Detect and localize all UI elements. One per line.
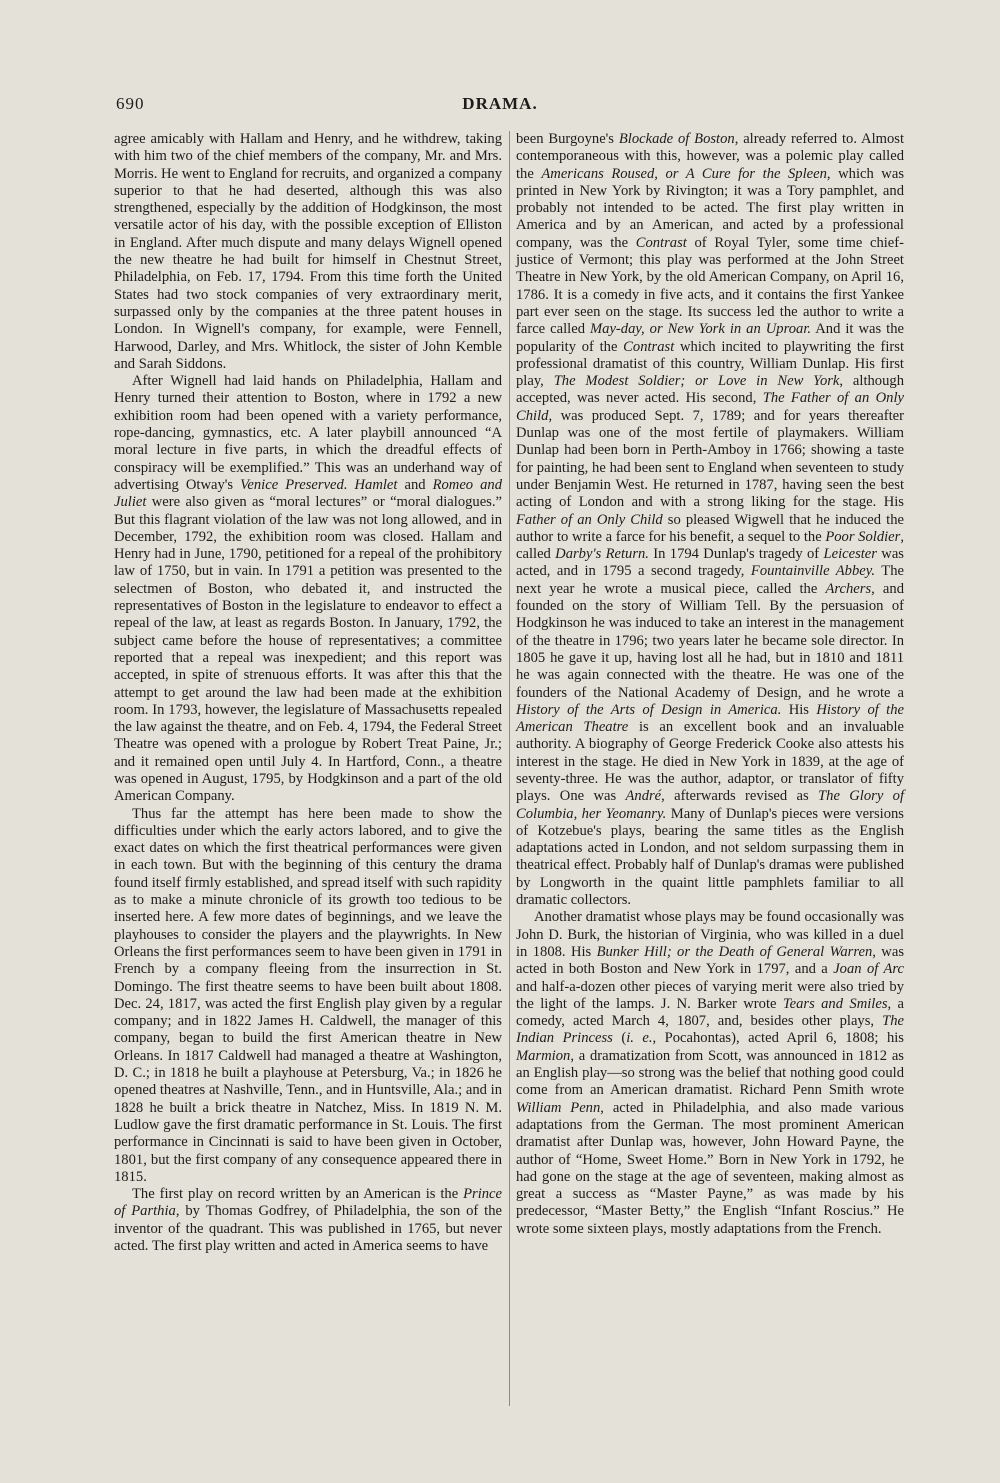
italic-title: History of the American Theatre — [516, 701, 905, 736]
text-run: so pleased Wigwell that he induced the author to write a farce for his benefit, a sequel to the — [516, 511, 904, 545]
text-run: His — [781, 701, 817, 718]
text-run: of Royal Tyler, some time chief-justice of Vermont; this play was performed at the John Street Theatre in New York, by the old American Company, on April 16, 1786. It is a comedy in five acts, and it contains the first Yankee part ever seen on the stage. Its success led the author to write a farce called — [516, 234, 905, 338]
text-run: Thus far the attempt has here been made to show the difficulties under which the early actors labored, and to give the exact dates on which the first theatrical performances were given in each town. But with the beginning of this century the drama found itself firmly established, and spread itself with such rapidity as to make a minute chronicle of its growth too tedious to be inserted here. A few more dates of beginnings, and we leave the playhouses to consider the players and the playwrights. In New Orleans the first performances seem to have been given in 1791 in French by a company fleeing from the insurrection in St. Domingo. The first theatre seems to have been built about 1808. Dec. 24, 1817, was acted the first English play given by a regular company; and in 1822 James H. Caldwell, the manager of this company, began to build the first American theatre in New Orleans. In 1817 Caldwell had managed a theatre at Washington, D. C.; in 1818 he built a playhouse at Petersburg, Va.; in 1826 he opened theatres at Nashville, Tenn., and in Huntsville, Ala.; and in 1828 he built a brick theatre in Natchez, Miss. In 1819 N. M. Ludlow gave the first dramatic performance in St. Louis. The first performance in Cincinnati is said to have been given in October, 1801, but the first company of any consequence appeared there in 1815. — [114, 805, 502, 1185]
paragraph — [114, 806, 502, 1187]
text-run: , acted in Philadelphia, and also made various adaptations from the German. The most prominent American dramatist after Dunlap was, however, John Howard Payne, the author of “Home, Sweet Home.” Born in New York in 1792, he had gone on the stage at the age of seventeen, making almost as great a success as “Master Payne,” as was made by his predecessor, “Master Betty,” the English “Infant Roscius.” He wrote some sixteen plays, mostly adaptations from the French. — [516, 1099, 904, 1237]
text-run: , which was printed in New York by Rivington; it was a Tory pamphlet, and probably not intended to be acted. The first play written in America and by an American, and acted by a professional company, was the — [516, 165, 904, 251]
italic-title: William Penn — [516, 1099, 601, 1116]
text-run: The first play on record written by an American is the — [132, 1186, 464, 1203]
text-run: which incited to playwriting the first professional dramatist of this country, William Dunlap. His first play, — [516, 338, 904, 390]
italic-title: Darby's Return. — [555, 546, 649, 563]
italic-title: Prince of Parthia — [114, 1186, 502, 1220]
italic-title: Venice Preserved. Hamlet — [240, 476, 398, 493]
italic-title: Archers — [825, 580, 872, 597]
italic-title: The Modest Soldier; or Love in New York — [553, 373, 840, 390]
paragraph — [114, 131, 502, 373]
text-run: After Wignell had laid hands on Philadelphia, Hallam and Henry turned their attention to Boston, where in 1792 a new exhibition room had been opened with a variety performance, rope-dancing, gymnastics, etc. A later playbill announced “A moral lecture in five parts, in which the dreadful effects of conspiracy will be exemplified.” This was an underhand way of advertising Otway's — [114, 373, 502, 493]
italic-title: André — [625, 788, 662, 805]
italic-title: Contrast — [623, 338, 675, 355]
left-column — [114, 131, 502, 1255]
text-run: Another dramatist whose plays may be found occasionally was John D. Burk, the historian of Virginia, who was killed in a duel in 1808. His — [516, 909, 904, 960]
italic-title: May-day, or New York in an Uproar. — [589, 321, 812, 338]
text-run: and — [397, 476, 433, 493]
text-run: , by Thomas Godfrey, of Philadelphia, the son of the inventor of the quadrant. This was published in 1765, but never acted. The first play written and acted in America seems to have — [114, 1203, 503, 1254]
italic-title: Bunker Hill; or the Death of General Warren — [596, 943, 873, 960]
text-run: , was produced Sept. 7, 1789; and for years thereafter Dunlap was one of the most fertile of playmakers. William Dunlap had been born in Perth-Amboy in 1766; showing a taste for painting, he had been sent to England when seventeen to study under Benjamin West. He returned in 1787, having seen the best acting of London and with a strong liking for the stage. His — [516, 407, 904, 511]
italic-title: The Glory of Columbia, her Yeomanry. — [516, 788, 904, 822]
italic-title: Contrast — [635, 234, 687, 251]
italic-title: Fountainville Abbey. — [750, 563, 876, 580]
text-run: Many of Dunlap's pieces were versions of Kotzebue's plays, bearing the same titles as the English adaptations acted in London, and not seldom surpassing them in theatrical effect. Probably half of Dunlap's dramas were published by Longworth in the quaint little pamphlets familiar to all dramatic collectors. — [516, 805, 904, 909]
text-run: been Burgoyne's — [516, 131, 619, 147]
text-run: were also given as “moral lectures” or “moral dialogues.” But this flagrant violation of the law was not long allowed, and in December, 1792, the exhibition room was closed. Hallam and Henry had in June, 1790, petitioned for a repeal of the prohibitory law of 1750, but in vain. In 1791 a petition was presented to the selectmen of Boston, who debated it, and instructed the representatives of Boston in the legislature to endeavor to effect a repeal of the law, at least as regards Boston. In January, 1792, the subject came before the house of representatives; a committee reported that a repeal was inexpedient; and this report was accepted, in spite of strenuous efforts. It was after this that the attempt to get around the law had been made at the exhibition room. In 1793, however, the legislature of Massachusetts repealed the law against the theatre, and on Feb. 4, 1794, the Federal Street Theatre was opened with a prologue by Robert Treat Paine, Jr.; and it remained open until July 4. In Hartford, Conn., a theatre was opened in August, 1795, by Hodgkinson and a part of the old American Company. — [114, 494, 502, 805]
text-run: is an excellent book and an invaluable authority. A biography of George Frederick Cooke also attests his interest in the stage. He died in New York in 1839, at the age of seventy-three. He was the author, adaptor, or translator of fifty plays. One was — [516, 719, 905, 805]
page-number: 690 — [116, 94, 145, 113]
right-column — [516, 131, 904, 1238]
italic-title: Tears and Smiles — [782, 995, 888, 1012]
text-run: , a dramatization from Scott, was announced in 1812 as an English play—so strong was the belief that nothing good could come from an American dramatist. Richard Penn Smith wrote — [516, 1047, 904, 1099]
italic-title: Marmion — [516, 1047, 571, 1064]
text-run: ( — [612, 1030, 627, 1047]
text-run: , and founded on the story of William Tell. By the persuasion of Hodgkinson he was induced to take an interest in the management of the theatre in 1796; two years later he became sole director. In 1805 he gave it up, having lost all he had, but in 1810 and 1811 he was again connected with the theatre. He was one of the founders of the National Academy of Design, and he wrote a — [516, 580, 904, 701]
italic-title: i. e. — [626, 1030, 653, 1047]
text-run: was acted, and in 1795 a second tragedy, — [516, 546, 904, 580]
paragraph — [114, 373, 502, 805]
text-run: , already referred to. Almost contemporaneous with this, however, was a polemic play called the — [516, 131, 905, 182]
italic-title: Romeo and Juliet — [114, 476, 502, 511]
text-run: , although accepted, was never acted. His second, — [516, 373, 904, 407]
italic-title: Poor Soldier — [825, 528, 901, 545]
text-run: , Pocahontas), acted April 6, 1808; his — [652, 1030, 904, 1047]
text-run: , a comedy, acted March 4, 1807, and, besides other plays, — [516, 995, 904, 1030]
text-run: The next year he wrote a musical piece, called the — [516, 563, 904, 597]
text-run: And it was the popularity of the — [516, 321, 904, 355]
paragraph — [516, 909, 904, 1238]
text-run: and half-a-dozen other pieces of varying merit were also tried by the light of the lamps. J. N. Barker wrote — [516, 978, 904, 1012]
text-run: , called — [516, 528, 904, 563]
text-run: , afterwards revised as — [661, 788, 819, 805]
running-head: DRAMA. — [462, 94, 538, 113]
text-run: agree amicably with Hallam and Henry, and he withdrew, taking with him two of the chief members of the company, Mr. and Mrs. Morris. He went to England for recruits, and organized a company superior to that he had deserted, although this was also strengthened, especially by the addition of Hodgkinson, the most versatile actor of his day, with the possible exception of Elliston in England. After much dispute and many delays Wignell opened the new theatre he had built for himself in Chestnut Street, Philadelphia, on Feb. 17, 1794. From this time forth the United States had two stock companies of very extraordinary merit, surpassed only by the companies at the three patent houses in London. In Wignell's company, for example, were Fennell, Harwood, Darley, and Mrs. Whitlock, the sister of John Kemble and Sarah Siddons. — [114, 131, 502, 372]
italic-title: The Indian Princess — [516, 1013, 904, 1047]
italic-title: The Father of an Only Child — [516, 390, 904, 424]
italic-title: Joan of Arc — [833, 961, 904, 978]
italic-title: Blockade of Boston — [618, 131, 735, 147]
italic-title: History of the Arts of Design in America. — [516, 701, 782, 718]
paragraph — [516, 131, 904, 909]
text-run: In 1794 Dunlap's tragedy of — [648, 546, 824, 563]
italic-title: Father of an Only Child — [516, 511, 663, 528]
italic-title: Americans Roused, or A Cure for the Spleen — [541, 165, 827, 182]
text-run: , was acted in both Boston and New York in 1797, and a — [516, 943, 905, 978]
column-divider — [509, 131, 510, 1406]
paragraph — [114, 1186, 502, 1255]
italic-title: Leicester — [823, 546, 877, 563]
